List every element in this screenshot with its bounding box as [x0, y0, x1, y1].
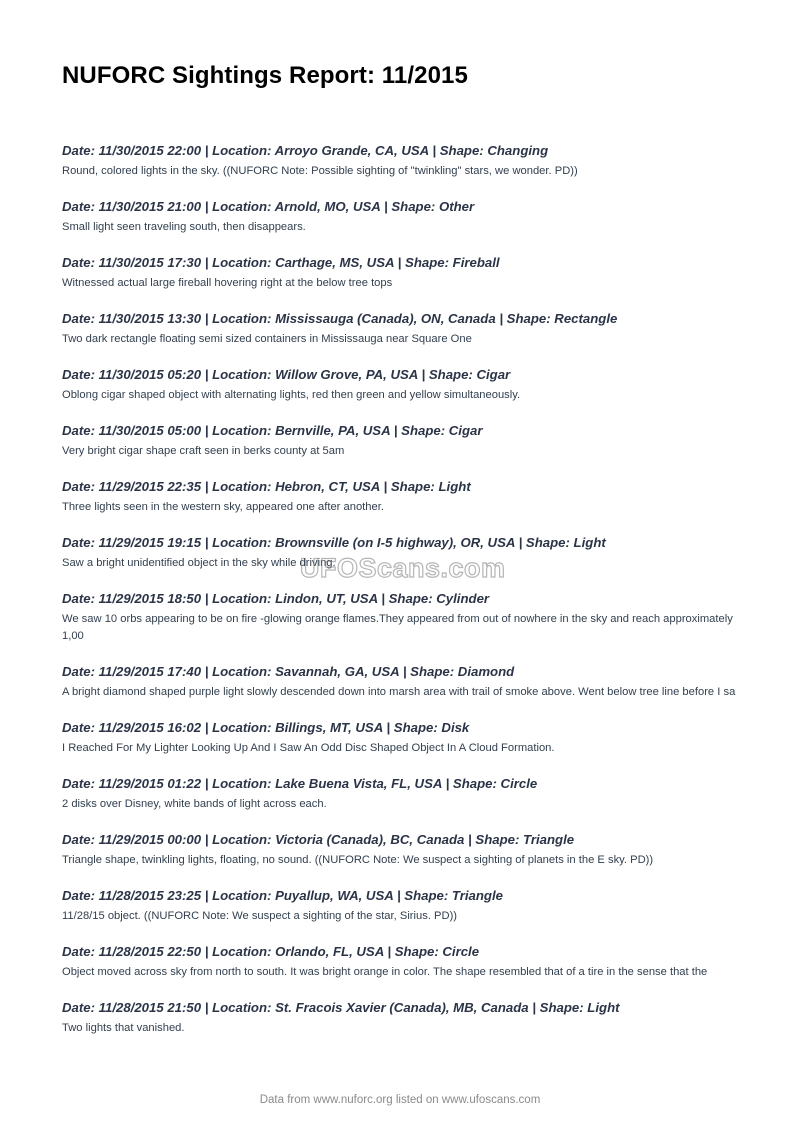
- sighting-description: Oblong cigar shaped object with alternating lights, red then green and yellow simultaneously.: [62, 389, 521, 401]
- page-title: NUFORC Sightings Report: 11/2015: [62, 62, 468, 89]
- sighting-entry: [62, 775, 752, 813]
- sighting-header: Date: 11/29/2015 18:50 | Location: Lindon, UT, USA | Shape: Cylinder: [62, 591, 490, 606]
- sighting-description: Very bright cigar shape craft seen in berks county at 5am: [62, 445, 345, 457]
- sighting-header: Date: 11/29/2015 22:35 | Location: Hebron, CT, USA | Shape: Light: [62, 479, 471, 494]
- sighting-description: Three lights seen in the western sky, appeared one after another.: [62, 501, 384, 513]
- sighting-header: Date: 11/29/2015 00:00 | Location: Victoria (Canada), BC, Canada | Shape: Triangle: [62, 832, 575, 847]
- sighting-description: Small light seen traveling south, then disappears.: [62, 221, 306, 233]
- sighting-header: Date: 11/28/2015 23:25 | Location: Puyallup, WA, USA | Shape: Triangle: [62, 888, 503, 903]
- sighting-description: 2 disks over Disney, white bands of light across each.: [62, 798, 327, 810]
- sightings-list: [62, 142, 752, 1055]
- sighting-entry: [62, 254, 752, 292]
- sighting-header: Date: 11/29/2015 17:40 | Location: Savannah, GA, USA | Shape: Diamond: [62, 664, 515, 679]
- sighting-header: Date: 11/29/2015 16:02 | Location: Billings, MT, USA | Shape: Disk: [62, 720, 470, 735]
- sighting-entry: [62, 663, 752, 701]
- sighting-entry: [62, 366, 752, 404]
- sighting-description: Witnessed actual large fireball hovering right at the below tree tops: [62, 277, 393, 289]
- sighting-entry: [62, 887, 752, 925]
- sighting-header: Date: 11/29/2015 01:22 | Location: Lake Buena Vista, FL, USA | Shape: Circle: [62, 776, 538, 791]
- sighting-description: Object moved across sky from north to south. It was bright orange in color. The shape resembled that of a tire in the sense that the: [62, 966, 708, 978]
- sighting-entry: [62, 198, 752, 236]
- sighting-header: Date: 11/28/2015 22:50 | Location: Orlando, FL, USA | Shape: Circle: [62, 944, 480, 959]
- sighting-description: A bright diamond shaped purple light slowly descended down into marsh area with trail of smoke above. Went below tree line before I sa: [62, 686, 736, 698]
- sighting-header: Date: 11/30/2015 05:20 | Location: Willow Grove, PA, USA | Shape: Cigar: [62, 367, 511, 382]
- sighting-description: Two lights that vanished.: [62, 1022, 185, 1034]
- sighting-entry: [62, 142, 752, 180]
- sighting-description: Triangle shape, twinkling lights, floating, no sound. ((NUFORC Note: We suspect a sighting of planets in the E sky. PD)): [62, 854, 654, 866]
- sighting-header: Date: 11/30/2015 22:00 | Location: Arroyo Grande, CA, USA | Shape: Changing: [62, 143, 549, 158]
- sighting-entry: [62, 719, 752, 757]
- sighting-entry: [62, 478, 752, 516]
- watermark: UFOScans.com: [300, 553, 506, 583]
- sighting-entry: [62, 310, 752, 348]
- footer-credit: Data from www.nuforc.org listed on www.ufoscans.com: [259, 1094, 541, 1106]
- sighting-description: Saw a bright unidentified object in the sky while driving.: [62, 557, 336, 569]
- sighting-entry: [62, 422, 752, 460]
- sighting-header: Date: 11/29/2015 19:15 | Location: Brownsville (on I-5 highway), OR, USA | Shape: Light: [62, 535, 606, 550]
- sighting-entry: [62, 943, 752, 981]
- sighting-description: Two dark rectangle floating semi sized containers in Mississauga near Square One: [62, 333, 472, 345]
- sighting-header: Date: 11/30/2015 21:00 | Location: Arnold, MO, USA | Shape: Other: [62, 199, 475, 214]
- sighting-description: Round, colored lights in the sky. ((NUFORC Note: Possible sighting of "twinkling" stars, we wonder. PD)): [62, 165, 578, 177]
- sighting-header: Date: 11/30/2015 13:30 | Location: Mississauga (Canada), ON, Canada | Shape: Rectangle: [62, 311, 618, 326]
- sighting-description: I Reached For My Lighter Looking Up And I Saw An Odd Disc Shaped Object In A Cloud Formation.: [62, 742, 555, 754]
- sighting-entry: [62, 831, 752, 869]
- sighting-header: Date: 11/28/2015 21:50 | Location: St. Fracois Xavier (Canada), MB, Canada | Shape: Light: [62, 1000, 620, 1015]
- sighting-header: Date: 11/30/2015 05:00 | Location: Bernville, PA, USA | Shape: Cigar: [62, 423, 483, 438]
- sighting-description: 11/28/15 object. ((NUFORC Note: We suspect a sighting of the star, Sirius. PD)): [62, 910, 458, 922]
- sighting-description: We saw 10 orbs appearing to be on fire -glowing orange flames.They appeared from out of nowhere in the sky and reach approximately 1,00: [62, 613, 733, 642]
- sighting-header: Date: 11/30/2015 17:30 | Location: Carthage, MS, USA | Shape: Fireball: [62, 255, 500, 270]
- sighting-entry: [62, 590, 752, 645]
- sighting-entry: [62, 999, 752, 1037]
